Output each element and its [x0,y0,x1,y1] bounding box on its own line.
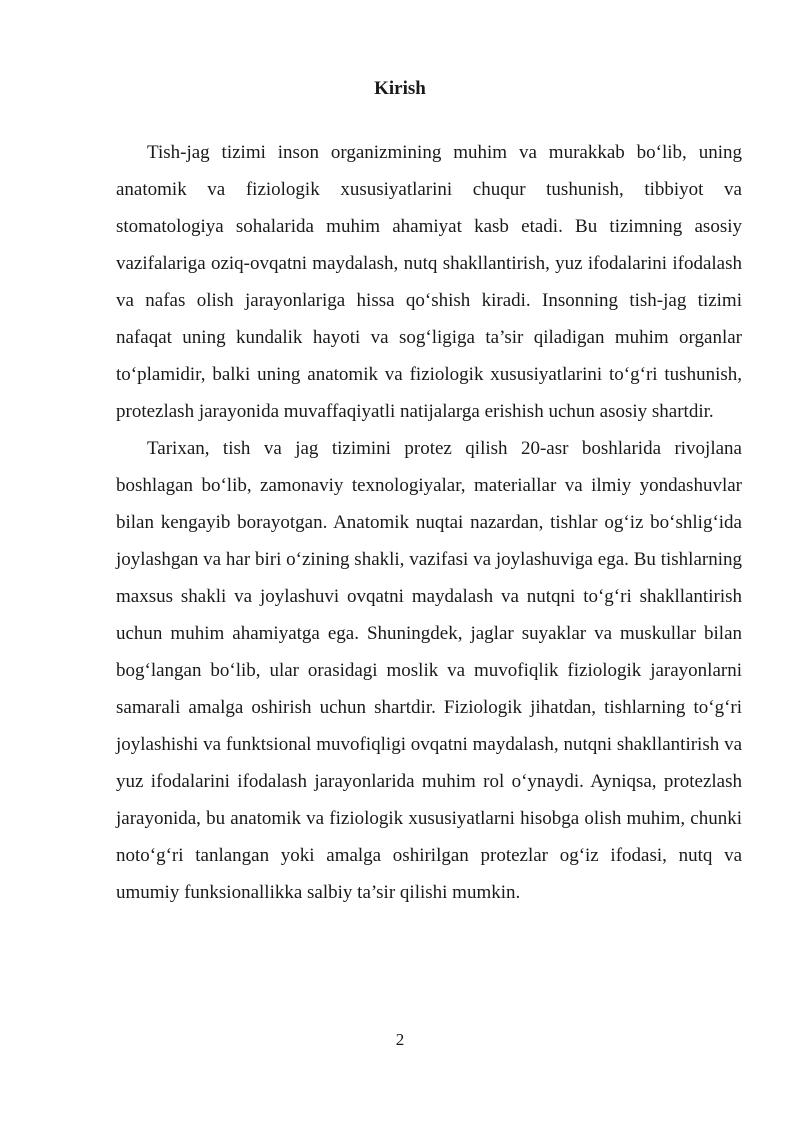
paragraph-1: Tish-jag tizimi inson organizmining muhim va murakkab bo‘lib, uning anatomik va fiziologik xususiyatlarini chuqur tushunish, tibbiyot va stomatologiya sohalarida muhim ahamiyat kasb etadi. Bu tizimning asosiy vazifalariga oziq-ovqatni maydalash, nutq shakllantirish, yuz ifodalarini ifodalash va nafas olish jarayonlariga hissa qo‘shish kiradi. Insonning tish-jag tizimi nafaqat uning kundalik hayoti va sog‘ligiga ta’sir qiladigan muhim organlar to‘plamidir, balki uning anatomik va fiziologik xususiyatlarini to‘g‘ri tushunish, protezlash jarayonida muvaffaqiyatli natijalarga erishish uchun asosiy shartdir. [116,142,742,422]
body-text [116,134,742,911]
page-title: Kirish [374,78,426,99]
page-number: 2 [395,1030,405,1049]
paragraph-2: Tarixan, tish va jag tizimini protez qilish 20-asr boshlarida rivojlana boshlagan bo‘lib, zamonaviy texnologiyalar, materiallar va ilmiy yondashuvlar bilan kengayib borayotgan. Anatomik nuqtai nazardan, tishlar og‘iz bo‘shlig‘ida joylashgan va har biri o‘zining shakli, vazifasi va joylashuviga ega. Bu tishlarning maxsus shakli va joylashuvi ovqatni maydalash va nutqni to‘g‘ri shakllantirish uchun muhim ahamiyatga ega. Shuningdek, jaglar suyaklar va muskullar bilan bog‘langan bo‘lib, ular orasidagi moslik va muvofiqlik fiziologik jarayonlarni samarali amalga oshirish uchun shartdir. Fiziologik jihatdan, tishlarning to‘g‘ri joylashishi va funktsional muvofiqligi ovqatni maydalash, nutqni shakllantirish va yuz ifodalarini ifodalash jarayonlarida muhim rol o‘ynaydi. Ayniqsa, protezlash jarayonida, bu anatomik va fiziologik xususiyatlarni hisobga olish muhim, chunki noto‘g‘ri tanlangan yoki amalga oshirilgan protezlar og‘iz ifodasi, nutq va umumiy funksionallikka salbiy ta’sir qilishi mumkin. [116,438,742,903]
